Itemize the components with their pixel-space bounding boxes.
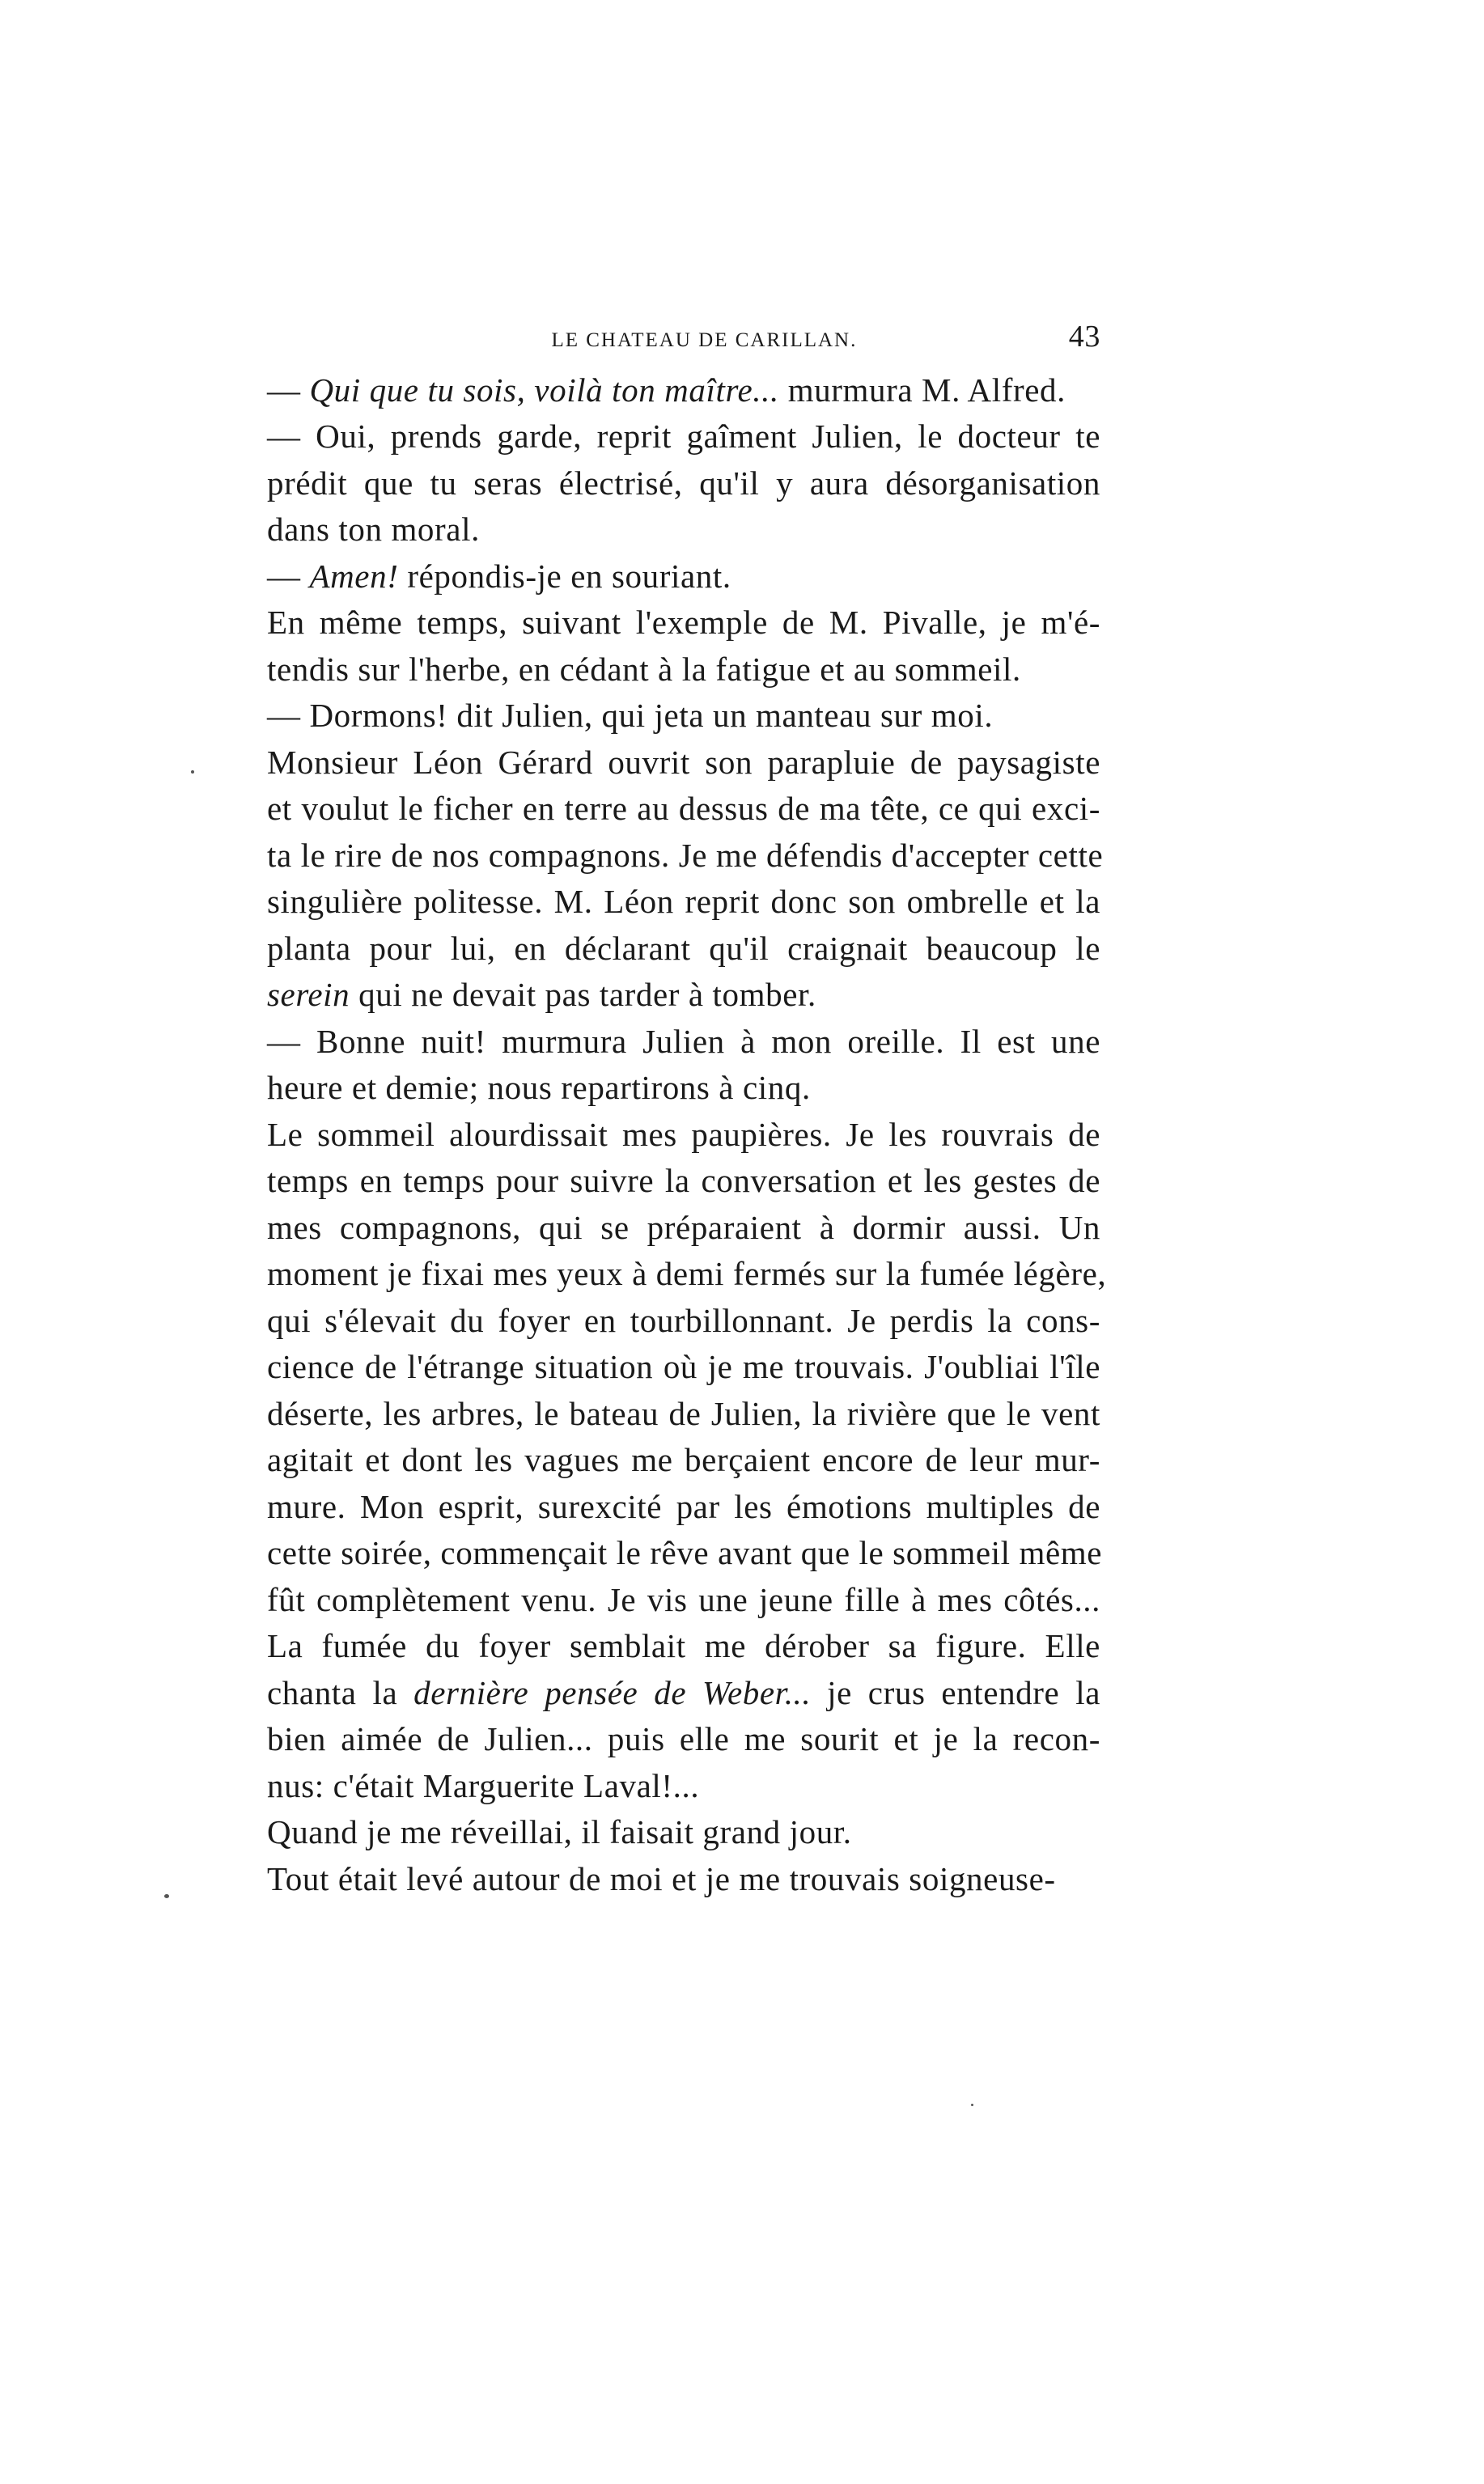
text-run: mure. Mon esprit, surexcité par les émotions multiples de (267, 1487, 1100, 1525)
text-run: — Dormons! dit Julien, qui jeta un manteau sur moi. (267, 697, 994, 734)
text-run: qui ne devait pas tarder à tomber. (350, 976, 816, 1013)
text-line (267, 786, 1100, 833)
text-run: fût complètement venu. Je vis une jeune fille à mes côtés... (267, 1580, 1100, 1618)
text-run: déserte, les arbres, le bateau de Julien, la rivière que le vent (267, 1394, 1100, 1432)
text-run: Le sommeil alourdissait mes paupières. Je les rouvrais de (267, 1115, 1100, 1153)
text-run: ta le rire de nos compagnons. Je me défendis d'accepter cette (267, 836, 1104, 874)
text-line (267, 926, 1100, 973)
text-line (267, 1298, 1100, 1345)
text-run: Tout était levé autour de moi et je me trouvais soigneuse- (267, 1859, 1056, 1897)
text-run: nus: c'était Marguerite Laval!... (267, 1766, 700, 1804)
text-line (267, 1019, 1100, 1066)
text-run: — (267, 371, 310, 409)
italic-run: Amen! (309, 557, 399, 595)
text-line (267, 1484, 1100, 1531)
text-line (267, 1158, 1100, 1205)
text-line (267, 413, 1100, 460)
text-line (267, 507, 1100, 553)
ink-speck (971, 2104, 973, 2106)
running-head (267, 314, 1100, 361)
text-run: dans ton moral. (267, 511, 480, 548)
text-run: Monsieur Léon Gérard ouvrit son parapluie de paysagiste (267, 743, 1100, 781)
text-line (267, 553, 1100, 600)
text-line (267, 460, 1100, 507)
text-run: singulière politesse. M. Léon reprit donc son ombrelle et la (267, 883, 1100, 920)
text-line (267, 1251, 1107, 1298)
text-run: prédit que tu seras électrisé, qu'il y aura désorganisation (267, 464, 1100, 502)
text-run: agitait et dont les vagues me berçaient encore de leur mur- (267, 1441, 1100, 1478)
text-line (267, 972, 1100, 1019)
text-run: tendis sur l'herbe, en cédant à la fatigue et au sommeil. (267, 650, 1021, 688)
text-line (267, 1205, 1100, 1252)
text-line (267, 1856, 1100, 1903)
text-line (267, 693, 1100, 740)
text-run: — Oui, prends garde, reprit gaîment Julien, le docteur te (267, 418, 1100, 455)
text-block (267, 314, 1107, 1902)
text-run: cience de l'étrange situation où je me trouvais. J'oubliai l'île (267, 1348, 1100, 1385)
text-line (267, 1437, 1100, 1484)
text-line (267, 1623, 1100, 1670)
text-line (267, 1716, 1100, 1763)
text-run: temps en temps pour suivre la conversation et les gestes de (267, 1162, 1100, 1199)
text-line (267, 1112, 1100, 1159)
italic-run: serein (267, 976, 350, 1013)
text-line (267, 600, 1100, 646)
text-run: bien aimée de Julien... puis elle me sourit et je la recon- (267, 1720, 1100, 1757)
italic-run: Qui que tu sois, voilà ton maître... (309, 371, 779, 409)
text-line (267, 367, 1100, 414)
text-line (267, 1344, 1100, 1391)
page-number: 43 (1068, 320, 1100, 354)
text-run: mes compagnons, qui se préparaient à dormir aussi. Un (267, 1208, 1100, 1246)
text-line (267, 1763, 1100, 1810)
text-line (267, 1809, 1100, 1856)
text-run: La fumée du foyer semblait me dérober sa figure. Elle (267, 1627, 1100, 1664)
body-text (267, 367, 1107, 1903)
text-run: En même temps, suivant l'exemple de M. Pivalle, je m'é- (267, 604, 1100, 641)
italic-run: dernière pensée de Weber... (413, 1673, 812, 1711)
text-run: cette soirée, commençait le rêve avant que le sommeil même (267, 1534, 1103, 1571)
text-line (267, 1391, 1100, 1438)
text-run: chanta la (267, 1673, 414, 1711)
text-line (267, 1530, 1103, 1577)
text-run: — Bonne nuit! murmura Julien à mon oreille. Il est une (267, 1022, 1100, 1060)
text-line (267, 1065, 1100, 1112)
text-run: je crus entendre la (811, 1673, 1100, 1711)
text-run: répondis-je en souriant. (398, 557, 731, 595)
text-run: moment je fixai mes yeux à demi fermés sur la fumée légère, (267, 1255, 1107, 1292)
text-run: murmura M. Alfred. (778, 371, 1066, 409)
text-line (267, 740, 1100, 786)
text-run: Quand je me réveillai, il faisait grand jour. (267, 1813, 852, 1850)
ink-speck (191, 770, 194, 774)
text-line (267, 646, 1100, 693)
ink-speck (164, 1894, 169, 1898)
text-line (267, 1670, 1100, 1717)
text-line (267, 879, 1100, 926)
text-line (267, 833, 1104, 880)
text-run: heure et demie; nous repartirons à cinq. (267, 1069, 811, 1106)
text-run: planta pour lui, en déclarant qu'il craignait beaucoup le (267, 929, 1100, 967)
running-title: LE CHATEAU DE CARILLAN. (551, 329, 858, 351)
text-run: qui s'élevait du foyer en tourbillonnant. Je perdis la cons- (267, 1301, 1100, 1339)
text-line (267, 1577, 1100, 1624)
text-run: et voulut le ficher en terre au dessus de ma tête, ce qui exci- (267, 790, 1100, 827)
text-run: — (267, 557, 310, 595)
